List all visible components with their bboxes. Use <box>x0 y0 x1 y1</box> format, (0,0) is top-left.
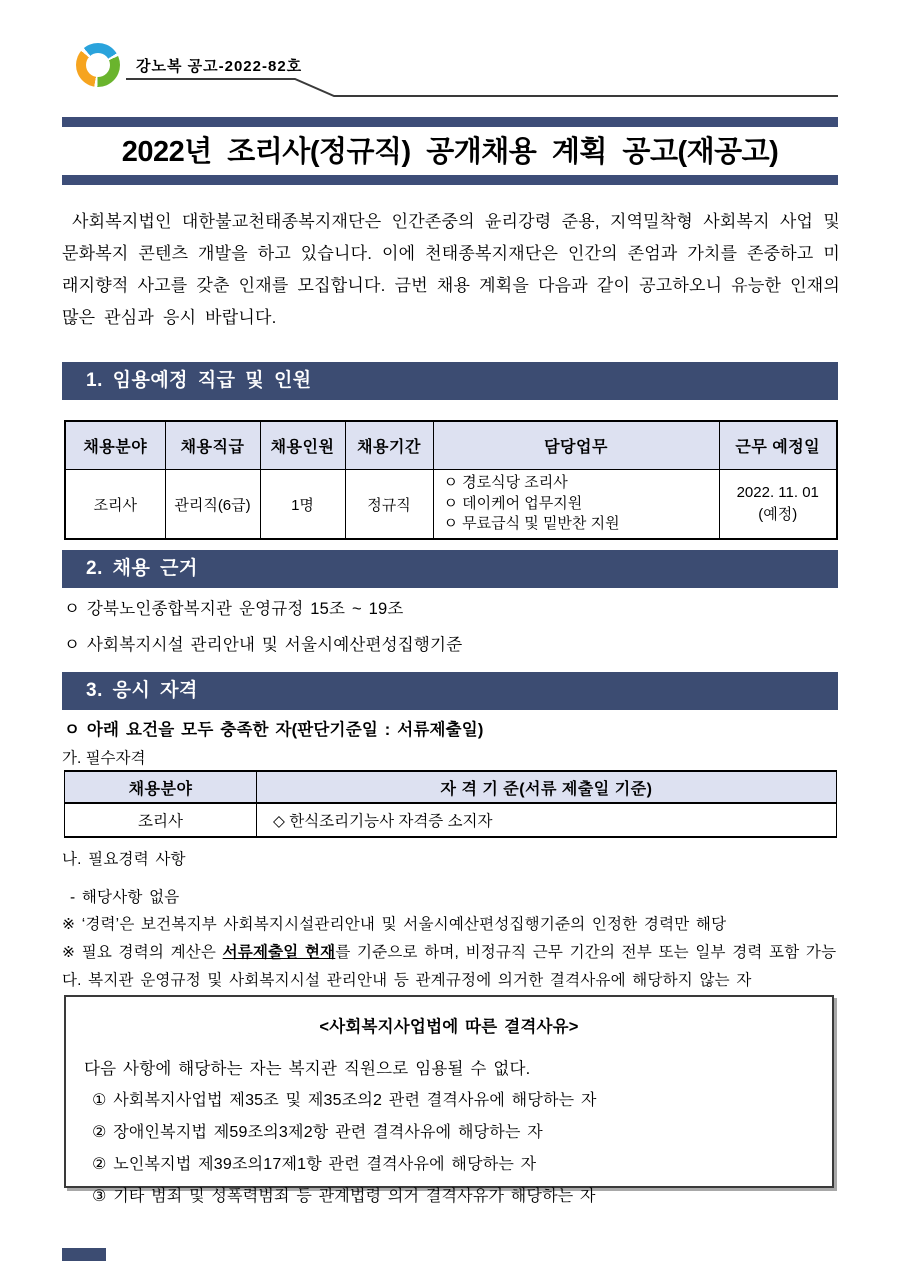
header-rule <box>62 76 838 100</box>
cell-field: 조리사 <box>65 470 165 540</box>
cell-grade: 관리직(6급) <box>165 470 260 540</box>
position-table-row <box>65 470 837 540</box>
col-header-count: 채용인원 <box>260 421 345 470</box>
cell-count: 1명 <box>260 470 345 540</box>
start-date-note: (예정) <box>758 506 798 523</box>
experience-note-1: ※ ‘경력’은 보건복지부 사회복지시설관리안내 및 서울시예산편성집행기준의 인정한 경력만 해당 <box>62 916 727 933</box>
sub-section-b-item: - 해당사항 없음 <box>70 889 180 906</box>
disqualification-item: ① 사회복지사업법 제35조 및 제35조의2 관련 결격사유에 해당하는 자 <box>92 1092 597 1109</box>
col-header-duties: 담당업무 <box>433 421 719 470</box>
col-header-date: 근무 예정일 <box>719 421 837 470</box>
sub-section-b-label: 나. 필요경력 사항 <box>62 851 186 868</box>
cell-duties <box>433 470 719 540</box>
note2-suffix: 를 기준으로 하며, 비정규직 근무 기간의 전부 또는 일부 경력 포함 가능 <box>335 944 837 961</box>
cell-field: 조리사 <box>65 803 257 837</box>
section2-items <box>64 591 836 663</box>
start-date: 2022. 11. 01 <box>736 484 819 501</box>
requirement-note: ㅇ 아래 요건을 모두 충족한 자(판단기준일 : 서류제출일) <box>64 721 484 739</box>
title-bottom-bar <box>62 175 838 185</box>
col-header-criteria: 자 격 기 준(서류 제출일 기준) <box>257 771 837 803</box>
cell-criteria: ◇ 한식조리기능사 자격증 소지자 <box>257 803 837 837</box>
col-header-period: 채용기간 <box>345 421 433 470</box>
duty-item: ㅇ 경로식당 조리사 <box>443 474 568 492</box>
disqualification-box-intro: 다음 사항에 해당하는 자는 복지관 직원으로 임용될 수 없다. <box>84 1060 531 1078</box>
section3-heading: 3. 응시 자격 <box>62 672 838 710</box>
cell-period: 정규직 <box>345 470 433 540</box>
note2-emphasis: 서류제출일 현재 <box>222 944 336 961</box>
position-table <box>64 420 838 540</box>
disqualification-item: ② 노인복지법 제39조의17제1항 관련 결격사유에 해당하는 자 <box>92 1156 537 1173</box>
note2-prefix: ※ 필요 경력의 계산은 <box>62 944 223 961</box>
qualification-table-header-row <box>65 771 837 803</box>
disqualification-box-title: <사회복지사업법에 따른 결격사유> <box>319 1018 579 1036</box>
experience-note-2 <box>62 940 852 962</box>
section2-heading: 2. 채용 근거 <box>62 550 838 588</box>
cell-start-date <box>719 470 837 540</box>
duty-item: ㅇ 무료급식 및 밑반찬 지원 <box>443 515 620 533</box>
col-header-field: 채용분야 <box>65 771 257 803</box>
duty-item: ㅇ 데이케어 업무지원 <box>443 494 583 512</box>
qualification-table-row <box>65 803 837 837</box>
position-table-header-row <box>65 421 837 470</box>
sub-section-c-label: 다. 복지관 운영규정 및 사회복지시설 관리안내 등 관계규정에 의거한 결격사유에 해당하지 않는 자 <box>62 972 752 989</box>
page-header <box>62 42 838 104</box>
disqualification-item: ③ 기타 범죄 및 성폭력범죄 등 관계법령 의거 결격사유가 해당하는 자 <box>92 1188 596 1205</box>
title-top-bar <box>62 117 838 127</box>
sub-section-a-label: 가. 필수자격 <box>62 750 146 767</box>
doc-number: 강노복 공고-2022-82호 <box>136 58 303 75</box>
col-header-field: 채용분야 <box>65 421 165 470</box>
col-header-grade: 채용직급 <box>165 421 260 470</box>
page-title: 2022년 조리사(정규직) 공개채용 계획 공고(재공고) <box>121 136 779 168</box>
list-item: ㅇ 사회복지시설 관리안내 및 서울시예산편성집행기준 <box>64 636 463 654</box>
next-section-bar-partial <box>62 1248 106 1261</box>
intro-paragraph: 사회복지법인 대한불교천태종복지재단은 인간존중의 윤리강령 준용, 지역밀착형 사회복지 사업 및 문화복지 콘텐츠 개발을 하고 있습니다. 이에 천태종복지재단은 인간의 존엄과 가치를 존중하고 미래지향적 사고를 갖춘 인재를 모집합니다. 금번 채용 계획을 다음과 같이 공고하오니 유능한 인재의 많은 관심과 응시 바랍니다. <box>62 212 840 327</box>
qualification-table <box>64 770 837 838</box>
disqualification-box <box>64 995 834 1205</box>
disqualification-item: ② 장애인복지법 제59조의3제2항 관련 결격사유에 해당하는 자 <box>92 1124 543 1141</box>
section1-heading: 1. 임용예정 직급 및 인원 <box>62 362 838 400</box>
list-item: ㅇ 강북노인종합복지관 운영규정 15조 ~ 19조 <box>64 600 404 618</box>
